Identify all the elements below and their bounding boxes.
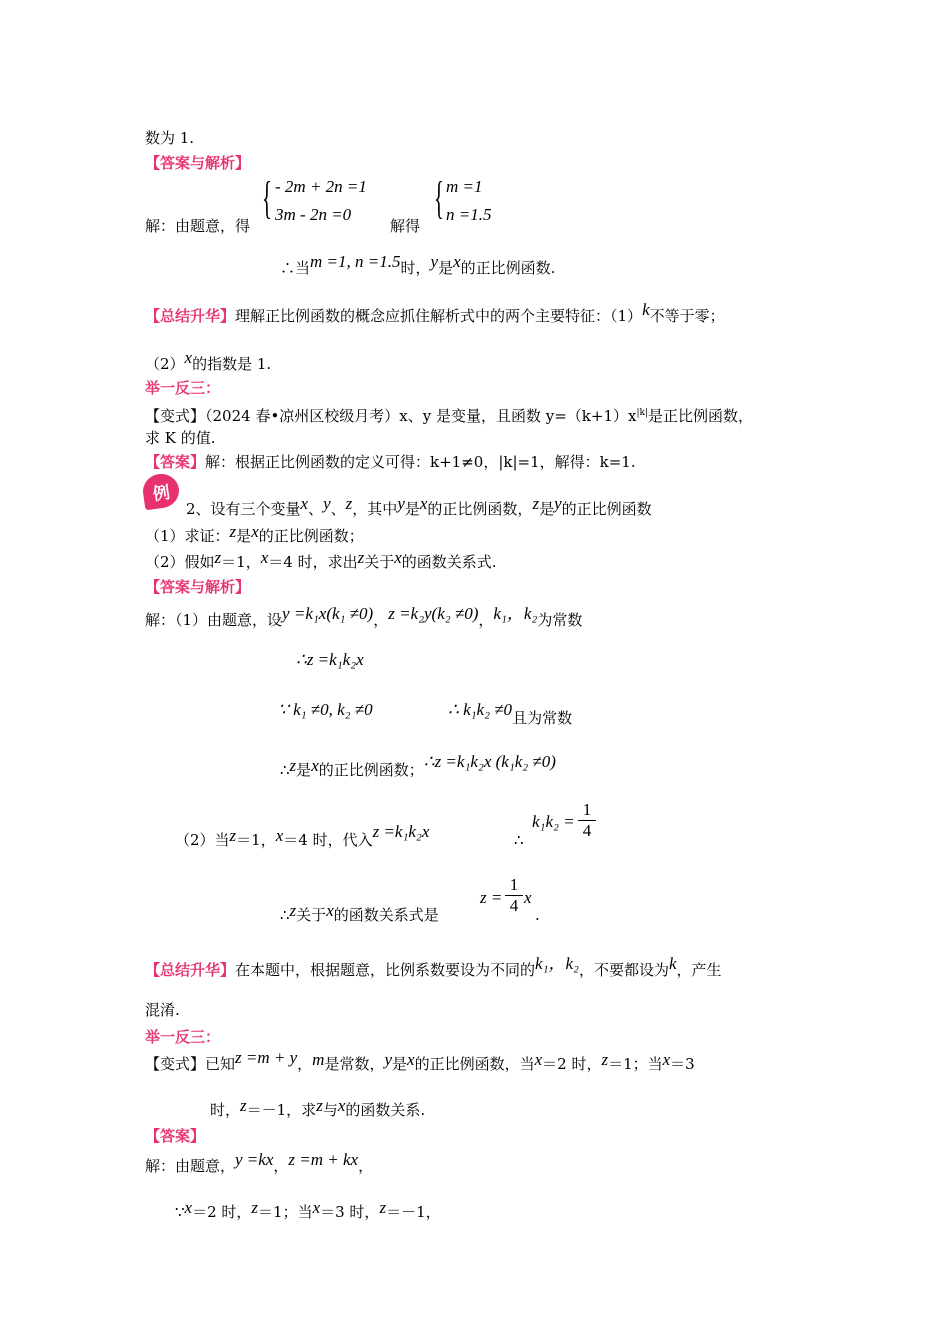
heading-answer-analysis: 【答案与解析】 (145, 578, 251, 596)
text-line: ∴当m =1, n =1.5时，y是x的正比例函数. (280, 252, 556, 277)
text-line: 解：（1）由题意，设y =k₁x(k₁ ≠0)，z =k₂y(k₂ ≠0)，k₁，k₂为常数 (145, 604, 583, 629)
text-line: ∴ k₁k₂ ≠0且为常数 (448, 700, 573, 727)
text-line: 2、设有三个变量x、y、z，其中y是x的正比例函数，z是y的正比例函数 (186, 494, 652, 518)
text-line: 解：由题意，y =kx，z =m + kx， (145, 1150, 374, 1175)
text-line: 解得 (390, 217, 421, 235)
text-line: ∵x＝2 时，z＝1；当x＝3 时，z＝－1， (175, 1198, 441, 1221)
fraction: $\frac{1}{4}$ (505, 875, 523, 916)
equation: n =1.5 (446, 205, 492, 224)
text-line: 【答案】解：根据正比例函数的定义可得：k+1≠0，|k|=1，解得：k=1. (145, 453, 636, 471)
equation: x (524, 888, 532, 907)
heading-practice: 举一反三： (145, 379, 221, 397)
text-line: 时，z＝－1，求z与x的函数关系. (210, 1096, 426, 1119)
text-line: （1）求证：z是x的正比例函数； (145, 522, 364, 545)
brace-icon: { (434, 172, 444, 223)
text-line: （2）假如z＝1，x＝4 时，求出z关于x的函数关系式. (145, 548, 497, 571)
text-line: （2）当z＝1，x＝4 时，代入z =k₁k₂x (175, 822, 430, 849)
text-line: . (535, 906, 540, 924)
equation: ∵ k₁ ≠0, k₂ ≠0 (278, 700, 373, 719)
text-line: 【总结升华】理解正比例函数的概念应抓住解析式中的两个主要特征：（1）k不等于零； (145, 300, 725, 325)
text-line: 求 K 的值. (145, 429, 216, 447)
text-line: 解：由题意，得 (145, 217, 251, 235)
heading-practice: 举一反三： (145, 1028, 221, 1046)
heading-answer: 【答案】 (145, 1127, 206, 1145)
therefore-symbol: ∴ (514, 831, 524, 849)
text-line: 【变式】（2024 春•凉州区校级月考）x、y 是变量，且函数 $y=(k+1)x^{|k|}$是正比例函数， (145, 407, 754, 425)
equation: z = (480, 888, 503, 907)
equation: k₁k₂ = (532, 812, 575, 831)
text-line: ∴z是x的正比例函数；∴z =k₁k₂x (k₁k₂ ≠0) (280, 752, 556, 779)
text-line: 混淆. (145, 1001, 180, 1019)
heading-answer-analysis: 【答案与解析】 (145, 154, 251, 172)
equation: m =1 (446, 177, 483, 196)
example-badge-icon: 例 (141, 472, 181, 511)
equation: - 2m + 2n =1 (275, 177, 367, 196)
fraction: $\frac{1}{4}$ (578, 800, 596, 841)
equation: 3m - 2n =0 (275, 205, 352, 224)
equation: ∴z =k₁k₂x (296, 650, 364, 669)
text-line: 【变式】已知z =m + y，m是常数，y是x的正比例函数，当x＝2 时，z＝1；当x＝3 (145, 1048, 695, 1073)
text-line: 【总结升华】在本题中，根据题意，比例系数要设为不同的k₁，k₂，不要都设为k，产生 (145, 954, 722, 979)
text-line: （2）x的指数是 1. (145, 348, 272, 373)
text-line: ∴z关于x的函数关系式是 (280, 901, 439, 924)
brace-icon: { (262, 172, 272, 223)
text-line: 数为 1. (145, 129, 195, 147)
